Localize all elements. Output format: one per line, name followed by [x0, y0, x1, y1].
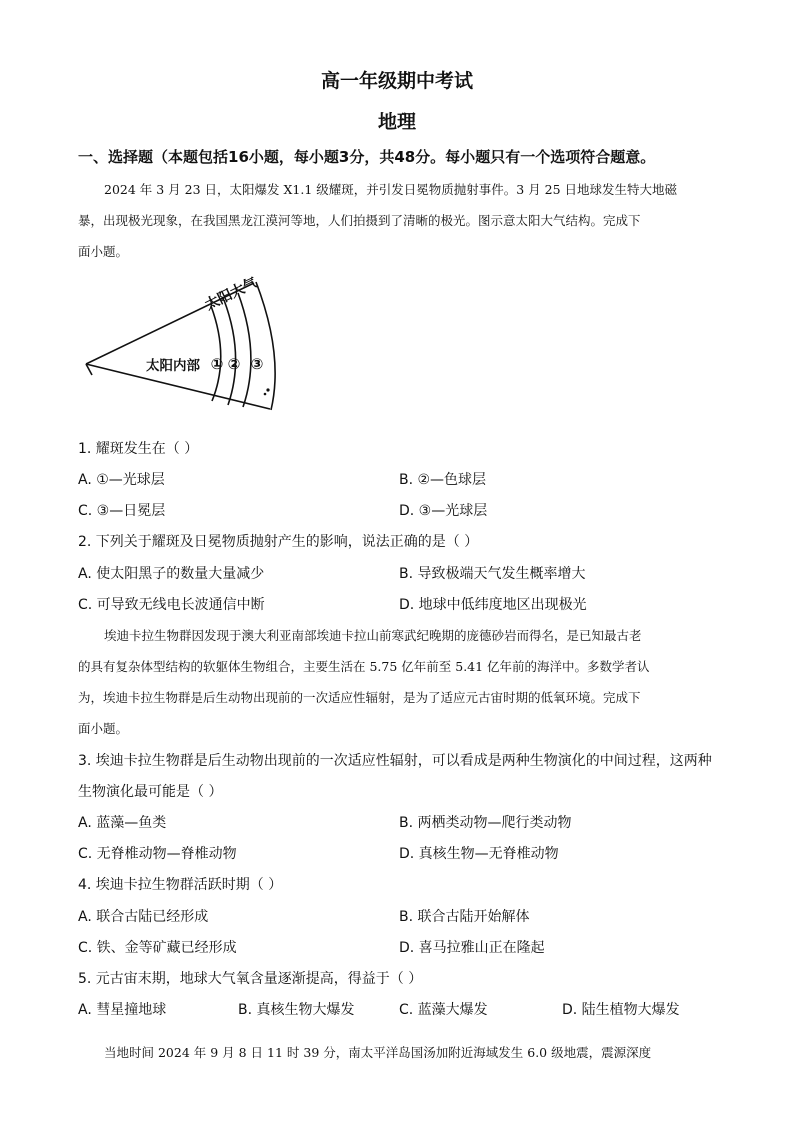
solar-interior-label: 太阳内部 — [146, 358, 200, 374]
q1-option-b[interactable]: B. ②—色球层 — [399, 472, 487, 488]
question-3-stem: 3. 埃迪卡拉生物群是后生动物出现前的一次适应性辐射，可以看成是两种生物演化的中间过程，这两种 — [78, 753, 712, 769]
q2-option-b[interactable]: B. 导致极端天气发生概率增大 — [399, 566, 586, 582]
layer-boundary-1 — [211, 306, 221, 401]
passage2-line: 的具有复杂体型结构的软躯体生物组合，主要生活在 5.75 亿年前至 5.41 亿年前的海洋中。多数学者认 — [78, 659, 650, 674]
q3-option-c[interactable]: C. 无脊椎动物—脊椎动物 — [78, 846, 237, 862]
q5-option-a[interactable]: A. 彗星撞地球 — [78, 1002, 167, 1018]
solar-atmosphere-label: 太阳大气 — [202, 274, 261, 314]
q5-option-c[interactable]: C. 蓝藻大爆发 — [399, 1002, 488, 1018]
q4-option-d[interactable]: D. 喜马拉雅山正在隆起 — [399, 940, 545, 956]
q3-option-d[interactable]: D. 真核生物—无脊椎动物 — [399, 846, 559, 862]
passage1-line: 2024 年 3 月 23 日，太阳爆发 X1.1 级耀斑，并引发日冕物质抛射事件。3 月 25 日地球发生特大地磁 — [104, 182, 678, 197]
q1-option-c[interactable]: C. ③—日冕层 — [78, 503, 166, 519]
q4-option-c[interactable]: C. 铁、金等矿藏已经形成 — [78, 940, 237, 956]
question-1-stem: 1. 耀斑发生在（ ） — [78, 441, 199, 457]
outer-boundary — [256, 282, 275, 410]
question-2-stem: 2. 下列关于耀斑及日冕物质抛射产生的影响，说法正确的是（ ） — [78, 534, 479, 550]
passage1-line: 面小题。 — [78, 244, 129, 259]
q2-option-d[interactable]: D. 地球中低纬度地区出现极光 — [399, 597, 587, 613]
dot-mark — [266, 388, 269, 391]
q5-option-b[interactable]: B. 真核生物大爆发 — [238, 1002, 355, 1018]
solar-structure-figure — [78, 272, 298, 422]
q1-option-d[interactable]: D. ③—光球层 — [399, 503, 488, 519]
passage2-line: 为，埃迪卡拉生物群是后生动物出现前的一次适应性辐射，是为了适应元古宙时期的低氧环境。完成下 — [78, 690, 641, 705]
passage1-line: 暴，出现极光现象，在我国黑龙江漠河等地，人们拍摄到了清晰的极光。图示意太阳大气结构。完成下 — [78, 213, 641, 228]
q2-option-a[interactable]: A. 使太阳黑子的数量大量减少 — [78, 566, 265, 582]
question-4-stem: 4. 埃迪卡拉生物群活跃时期（ ） — [78, 877, 283, 893]
q3-option-b[interactable]: B. 两栖类动物—爬行类动物 — [399, 815, 572, 831]
passage2-line: 埃迪卡拉生物群因发现于澳大利亚南部埃迪卡拉山前寒武纪晚期的庞德砂岩而得名，是已知最古老 — [104, 628, 642, 643]
passage2-line: 面小题。 — [78, 721, 129, 736]
passage3-line: 当地时间 2024 年 9 月 8 日 11 时 39 分，南太平洋岛国汤加附近海域发生 6.0 级地震，震源深度 — [104, 1045, 652, 1060]
q4-option-a[interactable]: A. 联合古陆已经形成 — [78, 909, 209, 925]
layer-boundary-3 — [238, 293, 251, 407]
marker-1: ① — [210, 355, 224, 373]
subject-title: 地理 — [377, 111, 416, 133]
layer-boundary-2 — [224, 300, 236, 405]
q3-option-a[interactable]: A. 蓝藻—鱼类 — [78, 815, 167, 831]
q2-option-c[interactable]: C. 可导致无线电长波通信中断 — [78, 597, 265, 613]
dot-mark — [264, 393, 267, 396]
q5-option-d[interactable]: D. 陆生植物大爆发 — [562, 1002, 680, 1018]
marker-3: ③ — [250, 355, 264, 373]
q4-option-b[interactable]: B. 联合古陆开始解体 — [399, 909, 530, 925]
exam-title: 高一年级期中考试 — [320, 70, 473, 92]
marker-2: ② — [227, 355, 241, 373]
q1-option-a[interactable]: A. ①—光球层 — [78, 472, 165, 488]
question-5-stem: 5. 元古宙末期，地球大气氧含量逐渐提高，得益于（ ） — [78, 971, 423, 987]
question-3-stem-cont: 生物演化最可能是（ ） — [78, 784, 223, 800]
section-heading: 一、选择题（本题包括16小题，每小题3分，共48分。每小题只有一个选项符合题意。 — [78, 148, 656, 166]
